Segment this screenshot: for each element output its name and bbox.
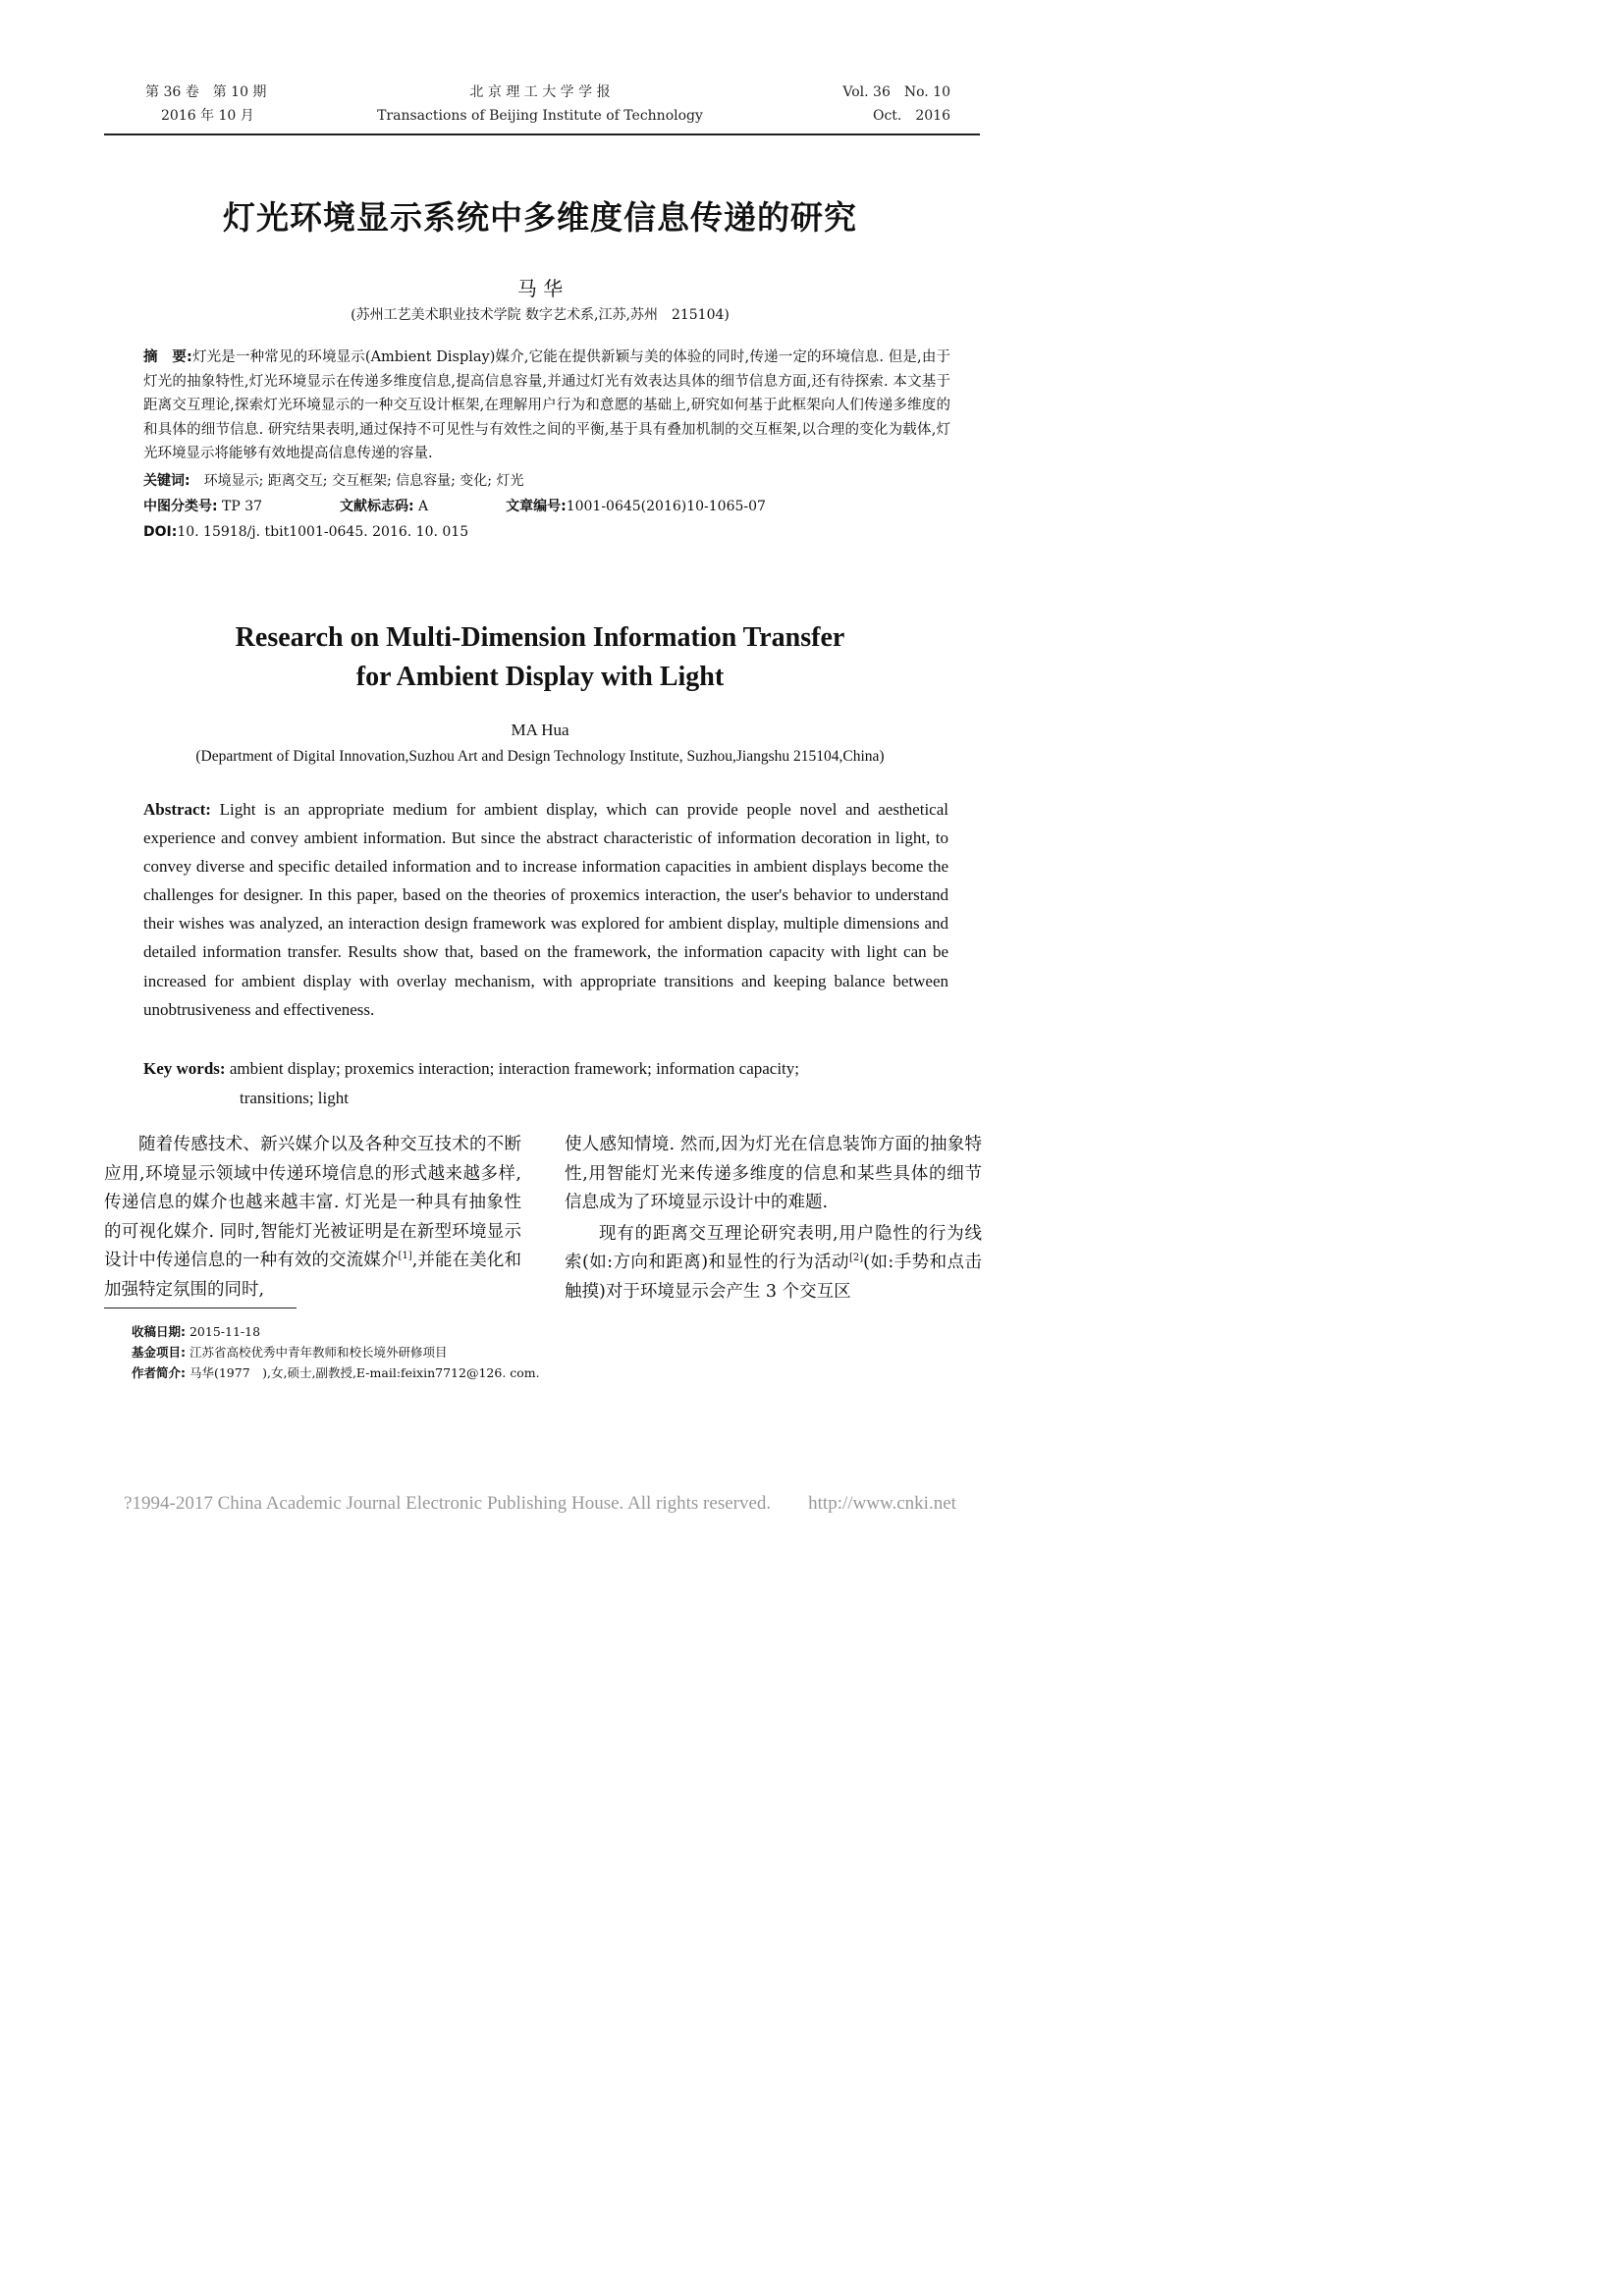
body-paragraph-2-tail: (如:手势和点击触摸)对于环境显示会产生 3 个交互区 (565, 1253, 982, 1302)
keywords-cn (143, 468, 950, 494)
body-column-left (104, 1131, 521, 1306)
received-date-value: 2015-11-18 (186, 1324, 261, 1339)
paper-title-en-line2: for Ambient Display with Light (355, 662, 725, 692)
keywords-en-label: Key words: (143, 1059, 226, 1078)
body-paragraph-2 (565, 1220, 982, 1308)
issue-date: 2016 年 10 月 (161, 108, 254, 124)
keywords-en-line2: transitions; light (240, 1089, 349, 1107)
doc-code-label: 文献标志码: (340, 498, 414, 514)
clc-value: TP 37 (217, 498, 263, 514)
citation-2[interactable]: [2] (849, 1253, 864, 1264)
abstract-en-text: Light is an appropriate medium for ambient display, which can provide people novel and aesthetical experience and convey ambient information. But since the abstract characteristic of information decoration in light, to convey diverse and specific detailed information and to increase information capacities in ambient displays become the challenges for designer. In this paper, based on the theories of proxemics interaction, the user's behavior to understand their wishes was analyzed, an interaction design framework was explored for ambient display, multiple dimensions and detailed information transfer. Results show that, based on the framework, the information capacity with light can be increased for ambient display with overlay mechanism, with appropriate transitions and keeping balance between unobtrusiveness and effectiveness. (143, 800, 948, 1019)
running-header-right (835, 80, 950, 128)
doi-label: DOI: (143, 523, 178, 540)
abstract-cn-text: 灯光是一种常见的环境显示(Ambient Display)媒介,它能在提供新颖与美的体验的同时,传递一定的环境信息. 但是,由于灯光的抽象特性,灯光环境显示在传递多维度信息,提高信息容量,并通过灯光有效表达具体的细节信息方面,还有待探索. 本文基于距离交互理论,探索灯光环境显示的一种交互设计框架,在理解用户行为和意愿的基础上,研究如何基于此框架向人们传递多维度的和具体的细节信息. 研究结果表明,通过保持不可见性与有效性之间的平衡,基于具有叠加机制的交互框架,以合理的变化为载体,灯光环境显示将能够有效地提高信息传递的容量. (143, 349, 950, 462)
abstract-cn-label: 摘 要: (143, 349, 192, 365)
author-bio-value: 马华(1977 ),女,硕士,副教授,E-mail:feixin7712@126. com. (186, 1365, 540, 1380)
keywords-en-line1: ambient display; proxemics interaction; interaction framework; information capacity; (225, 1059, 799, 1078)
citation-1[interactable]: [1] (398, 1251, 412, 1262)
funding-value: 江苏省高校优秀中青年教师和校长境外研修项目 (186, 1345, 448, 1360)
keywords-cn-text: 环境显示; 距离交互; 交互框架; 信息容量; 变化; 灯光 (189, 472, 524, 489)
author-bio (132, 1362, 540, 1383)
abstract-en-label: Abstract: (143, 800, 211, 819)
volume-issue-en: Vol. 36 No. 10 (842, 84, 950, 100)
abstract-cn (143, 346, 950, 545)
doi-value: 10. 15918/j. tbit1001-0645. 2016. 10. 015 (177, 523, 469, 540)
keywords-en (143, 1054, 958, 1113)
header-rule (104, 133, 980, 135)
doc-code-value: A (413, 498, 429, 514)
body-paragraph-1-tail: ,并能在美化和加强特定氛围的同时, (104, 1251, 522, 1300)
received-date-label: 收稿日期: (132, 1324, 186, 1339)
abstract-en (143, 795, 948, 1024)
body-paragraph-2-text: 现有的距离交互理论研究表明,用户隐性的行为线索(如:方向和距离)和显性的行为活动 (565, 1223, 982, 1273)
affiliation-cn: (苏州工艺美术职业技术学院 数字艺术系,江苏,苏州 215104) (351, 307, 730, 323)
received-date (132, 1321, 540, 1342)
body-paragraph-1-continued: 使人感知情境. 然而,因为灯光在信息装饰方面的抽象特性,用智能灯光来传递多维度的信息和某些具体的细节信息成为了环境显示设计中的难题. (565, 1135, 982, 1213)
journal-name-en: Transactions of Beijing Institute of Technology (377, 108, 703, 124)
author-cn: 马 华 (516, 277, 564, 300)
funding-label: 基金项目: (132, 1345, 186, 1360)
funding (132, 1342, 540, 1362)
issue-date-en: Oct. 2016 (872, 108, 950, 124)
doi-line (143, 519, 950, 545)
author-en: MA Hua (511, 721, 569, 739)
clc-label: 中图分类号: (143, 498, 218, 514)
body-paragraph-1 (104, 1131, 521, 1306)
body-column-right (565, 1131, 982, 1308)
copyright-footer: ?1994-2017 China Academic Journal Electronic Publishing House. All rights reserved. http://www.cnki.net (124, 1493, 956, 1514)
paper-title-cn: 灯光环境显示系统中多维度信息传递的研究 (223, 198, 857, 237)
paper-title-en-line1: Research on Multi-Dimension Information Transfer (235, 622, 845, 653)
journal-name-cn: 北 京 理 工 大 学 学 报 (469, 84, 611, 100)
volume-issue: 第 36 卷 第 10 期 (145, 84, 267, 100)
affiliation-en: (Department of Digital Innovation,Suzhou Art and Design Technology Institute, Suzhou,Jiangshu 215104,China) (195, 748, 885, 765)
footnotes (132, 1321, 540, 1383)
author-bio-label: 作者简介: (132, 1365, 186, 1380)
abstract-cn-body (143, 346, 950, 466)
article-number-label: 文章编号: (506, 498, 567, 514)
paper-title-en (0, 618, 1080, 697)
classification-line (143, 494, 950, 519)
article-number-value: 1001-0645(2016)10-1065-07 (566, 498, 766, 514)
body-paragraph-1-text: 随着传感技术、新兴媒介以及各种交互技术的不断应用,环境显示领域中传递环境信息的形式越来越多样,传递信息的媒介也越来越丰富. 灯光是一种具有抽象性的可视化媒介. 同时,智能灯光被证明是在新型环境显示设计中传递信息的一种有效的交流媒介 (104, 1135, 521, 1271)
keywords-cn-label: 关键词: (143, 472, 190, 489)
